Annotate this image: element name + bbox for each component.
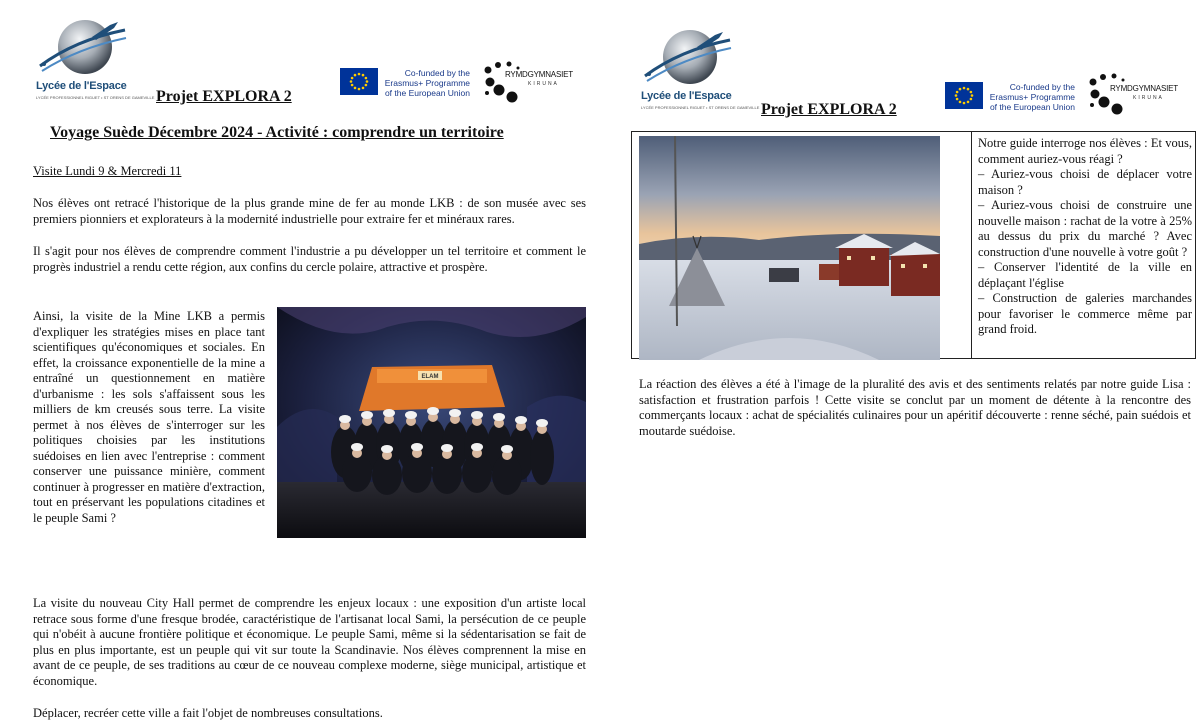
eu-text-line: Erasmus+ Programme [384,78,470,88]
vehicle-sign-text: ELAM [421,374,439,380]
paragraph-mine-history: Nos élèves ont retracé l'historique de la plus grande mine de fer au monde LKB : de son musée avec ses premiers pionniers et explorateurs à la modernité industrielle pour extraire fer et minéraux rares. [33,196,586,226]
eu-text-line: Erasmus+ Programme [989,92,1075,102]
visit-date: Visite Lundi 9 & Mercredi 11 [33,164,182,178]
school-logo-name: Lycée de l'Espace [36,80,127,92]
guide-table [631,131,1196,359]
partner-logo-name: RYMDGYMNASIET [1110,84,1178,93]
paragraph-territory: Il s'agit pour nos élèves de comprendre comment l'industrie a pu développer un tel territoire et comment le progrès industriel a rendu cette région, aux confins du cercle polaire, attractive et prospère. [33,244,586,274]
rymdgymnasiet-logo-icon [1087,72,1137,116]
eu-stars-icon [945,82,983,109]
eu-text-line: of the European Union [989,102,1075,112]
list-item: – Conserver l'identité de la ville en déplaçant l'église [978,260,1192,290]
guide-intro: Notre guide interroge nos élèves : Et vous, comment auriez-vous réagi ? [978,136,1192,166]
kiruna-snow-photo [639,136,940,360]
mine-group-photo [277,307,586,538]
list-item: – Auriez-vous choisi de déplacer votre maison ? [978,167,1192,197]
school-logo-tagline: LYCÉE PROFESSIONNEL RIGUET • ST ORENS DE GAMEVILLE [641,105,760,110]
paragraph-consultations: Déplacer, recréer cette ville a fait l'objet de nombreuses consultations. [33,706,383,720]
eu-text-line: Co-funded by the [1009,82,1075,92]
project-title: Projet EXPLORA 2 [156,88,292,105]
main-title: Voyage Suède Décembre 2024 - Activité : comprendre un territoire [50,124,504,141]
paragraph-mine-visit: Ainsi, la visite de la Mine LKB a permis d'expliquer les stratégies mises en place tant scientifiques qu'économiques et sociales. En effet, la croissance exponentielle de la mine a entraîné un questionnement en matière d'urbanisme : les sols s'affaissent sous les milliers de km creusés sous terre. La visite permet à nos élèves de s'interroger sur les politiques choisies par les institutions suédoises en lien avec l'entreprise : comment conserver une puissance minière, comment continuer à progresser en matière d'extraction, tout en préservant les populations citadines et le peuple Sami ? [33,309,265,525]
partner-logo-city: KIRUNA [528,81,559,87]
list-item: – Auriez-vous choisi de construire une nouvelle maison : rachat de la votre à 25% au dessus du prix du marché ? Avec construction d'une nouvelle à votre goût ? [978,198,1192,259]
school-logo-name: Lycée de l'Espace [641,90,732,102]
eu-text-line: of the European Union [384,88,470,98]
school-logo [635,24,760,114]
paragraph-conclusion: La réaction des élèves a été à l'image de la pluralité des avis et des sentiments relatés par notre guide Lisa : satisfaction et frustration parfois ! Cette visite se conclut par un moment de détente à la rencontre des commerçants locaux : achat de spécialités culinaires pour un apéritif découverte : renne séché, pain suédois et moutarde suédoise. [639,377,1191,438]
project-title: Projet EXPLORA 2 [761,101,897,118]
school-logo-emblem-icon [30,14,130,84]
eu-cofunded-text [384,68,470,98]
eu-stars-icon [340,68,378,95]
school-logo-tagline: LYCÉE PROFESSIONNEL RIGUET • ST ORENS DE GAMEVILLE [36,95,155,100]
eu-flag-icon [340,68,378,95]
list-item: – Construction de galeries marchandes pour favoriser le commerce même par grand froid. [978,291,1192,336]
school-logo-emblem-icon [635,24,735,94]
rymdgymnasiet-logo-icon [482,60,532,104]
paragraph-city-hall: La visite du nouveau City Hall permet de comprendre les enjeux locaux : une exposition d'un artiste local retrace sous forme d'une fresque brodée, caractéristique de l'artisanat local Sami, la persécution de ce peuple qui n'obéit à aucune frontière politique et économique. Le peuple Sami, même si la sédentarisation se fait de plus en plus importante, est un peuple qui vit sur toute la Scandinavie. Nos élèves comprennent la mise en avant de ce peuple, de ses traditions au cœur de ce nouveau complexe moderne, siège municipal, artistique et économique. [33,596,586,688]
table-column-divider [971,132,972,358]
eu-text-line: Co-funded by the [404,68,470,78]
eu-cofunded-text [989,82,1075,112]
school-logo [30,14,155,109]
partner-logo-name: RYMDGYMNASIET [505,70,573,79]
eu-flag-icon [945,82,983,109]
document-page-2 [605,0,1200,726]
partner-logo-city: KIRUNA [1133,95,1164,101]
guide-questions-cell [978,136,1192,338]
